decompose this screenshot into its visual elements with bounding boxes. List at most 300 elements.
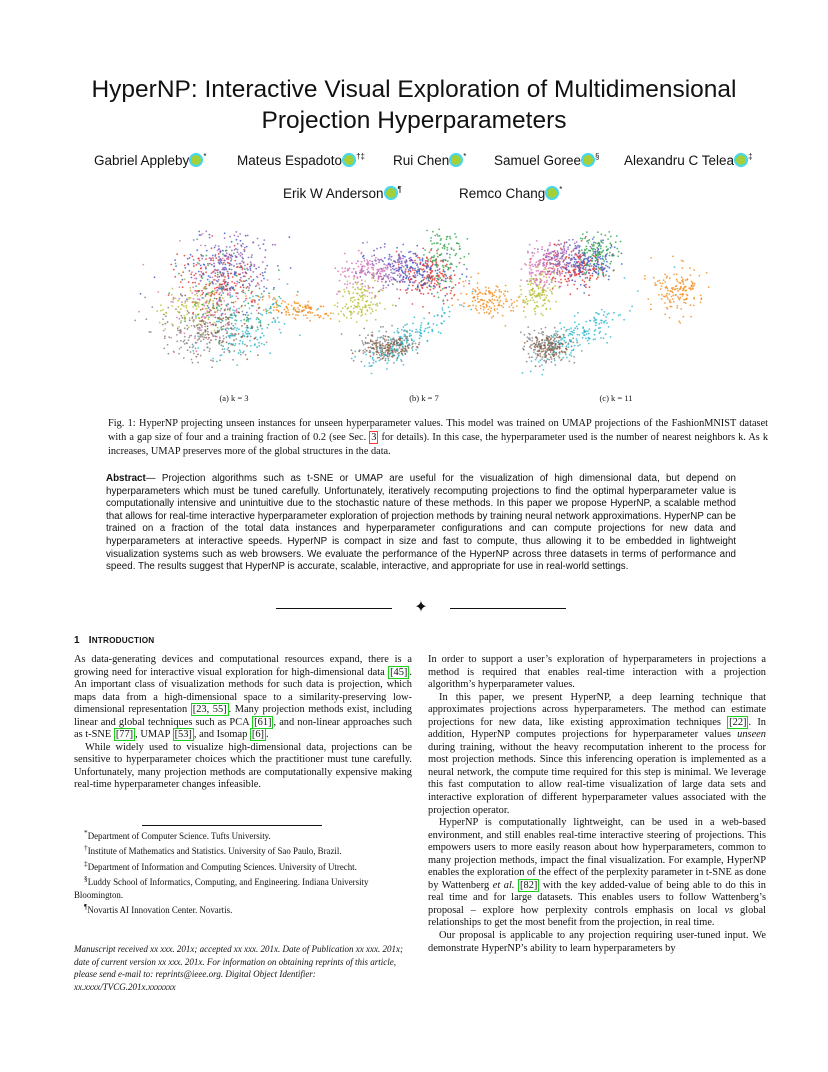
scatter-point: [534, 274, 536, 276]
scatter-point: [561, 268, 563, 270]
scatter-point: [376, 354, 378, 356]
scatter-point: [372, 303, 374, 305]
scatter-point: [598, 266, 600, 268]
scatter-point: [370, 365, 372, 367]
scatter-point: [220, 272, 222, 274]
scatter-point: [411, 339, 413, 341]
scatter-point: [272, 304, 274, 306]
scatter-point: [350, 317, 352, 319]
scatter-point: [466, 238, 468, 240]
scatter-point: [184, 278, 186, 280]
scatter-point: [255, 330, 257, 332]
scatter-point: [388, 339, 390, 341]
scatter-point: [586, 240, 588, 242]
scatter-point: [196, 249, 198, 251]
scatter-point: [381, 349, 383, 351]
scatter-point: [543, 262, 545, 264]
scatter-point: [406, 289, 408, 291]
scatter-point: [575, 247, 577, 249]
scatter-point: [369, 351, 371, 353]
scatter-point: [228, 277, 230, 279]
scatter-point: [276, 304, 278, 306]
scatter-point: [285, 311, 287, 313]
scatter-point: [184, 267, 186, 269]
author-appleby: Gabriel Appleby *: [94, 152, 207, 168]
scatter-point: [205, 337, 207, 339]
scatter-point: [382, 271, 384, 273]
orcid-icon[interactable]: [343, 154, 355, 166]
scatter-point: [369, 304, 371, 306]
scatter-point: [236, 296, 238, 298]
scatter-point: [574, 243, 576, 245]
scatter-point: [281, 312, 283, 314]
scatter-point: [245, 333, 247, 335]
scatter-point: [499, 305, 501, 307]
scatter-point: [174, 276, 176, 278]
orcid-icon[interactable]: [546, 187, 558, 199]
scatter-point: [371, 273, 373, 275]
orcid-icon[interactable]: [385, 187, 397, 199]
scatter-point: [423, 263, 425, 265]
scatter-point: [353, 278, 355, 280]
scatter-point: [222, 258, 224, 260]
scatter-point: [600, 268, 602, 270]
scatter-point: [189, 270, 191, 272]
scatter-point: [536, 301, 538, 303]
scatter-point: [437, 278, 439, 280]
scatter-point: [441, 279, 443, 281]
scatter-point: [419, 290, 421, 292]
orcid-icon[interactable]: [450, 154, 462, 166]
scatter-point: [466, 276, 468, 278]
scatter-point: [246, 320, 248, 322]
scatter-point: [405, 278, 407, 280]
scatter-point: [377, 337, 379, 339]
scatter-point: [246, 268, 248, 270]
scatter-point: [182, 279, 184, 281]
scatter-point: [580, 238, 582, 240]
scatter-point: [384, 308, 386, 310]
scatter-point: [541, 351, 543, 353]
scatter-point: [436, 272, 438, 274]
scatter-point: [596, 268, 598, 270]
scatter-point: [453, 249, 455, 251]
scatter-point: [606, 322, 608, 324]
scatter-point: [217, 327, 219, 329]
scatter-point: [440, 332, 442, 334]
scatter-point: [543, 294, 545, 296]
scatter-point: [240, 351, 242, 353]
scatter-point: [570, 327, 572, 329]
scatter-point: [367, 264, 369, 266]
scatter-point: [664, 281, 666, 283]
scatter-point: [682, 290, 684, 292]
scatter-point: [244, 247, 246, 249]
scatter-point: [253, 299, 255, 301]
scatter-point: [607, 238, 609, 240]
scatter-point: [404, 261, 406, 263]
scatter-point: [347, 281, 349, 283]
scatter-point: [531, 294, 533, 296]
scatter-point: [192, 350, 194, 352]
scatter-point: [541, 246, 543, 248]
scatter-point: [220, 301, 222, 303]
scatter-point: [274, 321, 276, 323]
scatter-point: [593, 252, 595, 254]
scatter-point: [571, 345, 573, 347]
scatter-point: [344, 283, 346, 285]
scatter-point: [198, 263, 200, 265]
scatter-point: [354, 288, 356, 290]
scatter-point: [592, 273, 594, 275]
scatter-point: [565, 330, 567, 332]
scatter-point: [358, 288, 360, 290]
scatter-point: [235, 292, 237, 294]
scatter-point: [538, 332, 540, 334]
citation-link[interactable]: [82]: [520, 879, 538, 891]
scatter-point: [370, 301, 372, 303]
scatter-point: [229, 352, 231, 354]
scatter-point: [182, 271, 184, 273]
scatter-point: [562, 255, 564, 257]
scatter-point: [206, 315, 208, 317]
scatter-point: [581, 249, 583, 251]
citation-link[interactable]: [61]: [254, 716, 272, 728]
scatter-point: [409, 335, 411, 337]
scatter-point: [225, 316, 227, 318]
scatter-point: [551, 293, 553, 295]
scatter-point: [686, 279, 688, 281]
scatter-point: [431, 271, 433, 273]
scatter-point: [404, 334, 406, 336]
scatter-point: [207, 339, 209, 341]
scatter-point: [530, 261, 532, 263]
scatter-point: [198, 323, 200, 325]
scatter-point: [571, 264, 573, 266]
scatter-point: [228, 343, 230, 345]
scatter-point: [477, 298, 479, 300]
scatter-point: [362, 306, 364, 308]
scatter-point: [222, 263, 224, 265]
scatter-point: [394, 279, 396, 281]
scatter-point: [529, 357, 531, 359]
scatter-point: [200, 309, 202, 311]
scatter-point: [395, 351, 397, 353]
scatter-point: [376, 272, 378, 274]
scatter-point: [554, 364, 556, 366]
scatter-point: [425, 266, 427, 268]
scatter-point: [490, 310, 492, 312]
section-divider: [276, 598, 566, 618]
scatter-point: [243, 287, 245, 289]
orcid-icon[interactable]: [190, 154, 202, 166]
scatter-point: [664, 302, 666, 304]
scatter-point: [544, 347, 546, 349]
scatter-point: [201, 304, 203, 306]
scatter-point: [609, 252, 611, 254]
scatter-point: [541, 374, 543, 376]
scatter-point: [358, 250, 360, 252]
scatter-point: [674, 289, 676, 291]
scatter-point: [609, 242, 611, 244]
citation-link[interactable]: [53]: [174, 729, 192, 741]
citation-link[interactable]: [77]: [115, 729, 134, 741]
scatter-point: [165, 315, 167, 317]
scatter-point: [538, 350, 540, 352]
scatter-point: [399, 281, 401, 283]
scatter-point: [513, 301, 515, 303]
scatter-point: [209, 322, 211, 324]
scatter-point: [205, 284, 207, 286]
scatter-point: [263, 295, 265, 297]
scatter-point: [207, 264, 209, 266]
scatter-point: [557, 331, 559, 333]
scatter-point: [485, 293, 487, 295]
scatter-point: [245, 314, 247, 316]
scatter-point: [568, 239, 570, 241]
scatter-point: [408, 251, 410, 253]
scatter-point: [607, 266, 609, 268]
scatter-point: [569, 262, 571, 264]
scatter-point: [560, 286, 562, 288]
scatter-point: [596, 258, 598, 260]
scatter-point: [390, 272, 392, 274]
scatter-point: [243, 301, 245, 303]
scatter-point: [572, 334, 574, 336]
scatter-point: [242, 331, 244, 333]
scatter-point: [305, 306, 307, 308]
scatter-point: [543, 369, 545, 371]
scatter-point: [373, 254, 375, 256]
scatter-point: [250, 276, 252, 278]
scatter-point: [565, 252, 567, 254]
scatter-point: [221, 342, 223, 344]
scatter-point: [420, 325, 422, 327]
scatter-point: [399, 339, 401, 341]
scatter-point: [381, 344, 383, 346]
scatter-point: [192, 282, 194, 284]
scatter-point: [278, 269, 280, 271]
scatter-point: [444, 246, 446, 248]
scatter-point: [400, 343, 402, 345]
scatter-point: [540, 345, 542, 347]
citation-link[interactable]: [23, 55]: [192, 704, 227, 716]
scatter-point: [415, 329, 417, 331]
scatter-point: [231, 314, 233, 316]
scatter-point: [558, 343, 560, 345]
scatter-point: [224, 255, 226, 257]
scatter-point: [441, 307, 443, 309]
scatter-point: [203, 320, 205, 322]
scatter-point: [215, 339, 217, 341]
scatter-point: [396, 247, 398, 249]
scatter-point: [353, 360, 355, 362]
scatter-point: [489, 306, 491, 308]
scatter-point: [693, 297, 695, 299]
scatter-point: [678, 282, 680, 284]
scatter-point: [430, 240, 432, 242]
scatter-point: [262, 299, 264, 301]
scatter-point: [498, 297, 500, 299]
orcid-icon[interactable]: [735, 154, 747, 166]
scatter-point: [476, 309, 478, 311]
scatter-point: [410, 251, 412, 253]
scatter-point: [163, 314, 165, 316]
scatter-point: [450, 290, 452, 292]
scatter-point: [573, 362, 575, 364]
scatter-point: [504, 295, 506, 297]
scatter-point: [650, 304, 652, 306]
scatter-point: [505, 298, 507, 300]
scatter-point: [673, 301, 675, 303]
scatter-point: [682, 295, 684, 297]
scatter-point: [555, 340, 557, 342]
scatter-point: [385, 360, 387, 362]
scatter-point: [277, 317, 279, 319]
scatter-point: [581, 240, 583, 242]
scatter-point: [189, 319, 191, 321]
scatter-point: [589, 268, 591, 270]
scatter-point: [401, 353, 403, 355]
scatter-point: [235, 301, 237, 303]
scatter-point: [361, 310, 363, 312]
scatter-point: [215, 325, 217, 327]
scatter-point: [215, 336, 217, 338]
scatter-point: [478, 312, 480, 314]
scatter-point: [536, 284, 538, 286]
scatter-point: [610, 236, 612, 238]
scatter-point: [344, 270, 346, 272]
scatter-point: [497, 299, 499, 301]
scatter-point: [679, 299, 681, 301]
scatter-point: [192, 301, 194, 303]
scatter-point: [187, 349, 189, 351]
scatter-point: [538, 260, 540, 262]
scatter-point: [229, 308, 231, 310]
scatter-point: [659, 280, 661, 282]
scatter-point: [191, 359, 193, 361]
scatter-point: [542, 315, 544, 317]
scatter-point: [529, 290, 531, 292]
citation-link[interactable]: [22]: [729, 716, 747, 728]
scatter-point: [422, 276, 424, 278]
scatter-point: [556, 336, 558, 338]
scatter-point: [593, 270, 595, 272]
scatter-point: [353, 268, 355, 270]
scatter-point: [370, 341, 372, 343]
scatter-point: [549, 336, 551, 338]
scatter-point: [366, 263, 368, 265]
scatter-point: [449, 264, 451, 266]
scatter-point: [574, 261, 576, 263]
scatter-point: [204, 286, 206, 288]
scatter-point: [693, 269, 695, 271]
scatter-point: [536, 346, 538, 348]
scatter-point: [609, 267, 611, 269]
scatter-point: [400, 251, 402, 253]
scatter-point: [690, 274, 692, 276]
scatter-point: [205, 302, 207, 304]
scatter-point: [220, 344, 222, 346]
scatter-point: [167, 344, 169, 346]
scatter-point: [246, 246, 248, 248]
scatter-point: [344, 291, 346, 293]
scatter-point: [540, 359, 542, 361]
scatter-point: [603, 269, 605, 271]
scatter-point: [235, 338, 237, 340]
scatter-point: [364, 281, 366, 283]
scatter-point: [532, 288, 534, 290]
scatter-point: [190, 351, 192, 353]
scatter-point: [175, 308, 177, 310]
scatter-point: [281, 303, 283, 305]
scatter-point: [389, 346, 391, 348]
scatter-point: [198, 231, 200, 233]
scatter-point: [400, 263, 402, 265]
scatter-point: [690, 289, 692, 291]
scatter-point: [367, 261, 369, 263]
scatter-point: [541, 249, 543, 251]
scatter-point: [193, 263, 195, 265]
scatter-point: [266, 310, 268, 312]
scatter-point: [233, 339, 235, 341]
scatter-point: [179, 286, 181, 288]
scatter-point: [586, 271, 588, 273]
scatter-point: [266, 342, 268, 344]
divider-line-left: [276, 608, 392, 609]
scatter-point: [422, 306, 424, 308]
scatter-point: [168, 292, 170, 294]
scatter-point: [214, 332, 216, 334]
scatter-point: [418, 269, 420, 271]
scatter-point: [224, 276, 226, 278]
scatter-point: [396, 330, 398, 332]
scatter-point: [578, 274, 580, 276]
scatter-point: [248, 318, 250, 320]
scatter-point: [198, 306, 200, 308]
scatter-point: [433, 323, 435, 325]
scatter-point: [292, 313, 294, 315]
scatter-point: [598, 272, 600, 274]
scatter-point: [261, 343, 263, 345]
scatter-point: [363, 328, 365, 330]
scatter-point: [398, 262, 400, 264]
scatter-point: [434, 283, 436, 285]
citation-link[interactable]: [6]: [251, 729, 264, 741]
scatter-point: [252, 242, 254, 244]
scatter-point: [240, 320, 242, 322]
scatter-point: [428, 278, 430, 280]
scatter-point: [592, 238, 594, 240]
diamond-star-icon: ✦: [414, 597, 428, 616]
scatter-point: [293, 307, 295, 309]
scatter-point: [206, 300, 208, 302]
scatter-point: [226, 336, 228, 338]
scatter-point: [677, 288, 679, 290]
scatter-point: [498, 289, 500, 291]
scatter-point: [554, 285, 556, 287]
scatter-point: [364, 290, 366, 292]
scatter-point: [151, 306, 153, 308]
section-link[interactable]: 3: [371, 431, 377, 443]
scatter-point: [361, 340, 363, 342]
paragraph: HyperNP is computationally lightweight, can be used in a web-based environment, and still enables real-time interactive steering of projections. This empowers users to more easily reason about how hyperparameters, common to many projection methods, impact the final visualization. For example, HyperNP enables the exploration of the effect of the perplexity parameter in t-SNE as done by Wattenberg et al. [82] with the key added-value of being able to do this in real time and for large datasets. This enables users to follow Wattenberg’s proposal – explore how perplexity controls emphasis on local vs global relationships to get the most benefit from the projection, in real time.: [428, 817, 766, 929]
citation-link[interactable]: [45]: [390, 666, 408, 678]
scatter-point: [595, 272, 597, 274]
scatter-point: [680, 282, 682, 284]
orcid-icon[interactable]: [582, 154, 594, 166]
scatter-point: [414, 272, 416, 274]
